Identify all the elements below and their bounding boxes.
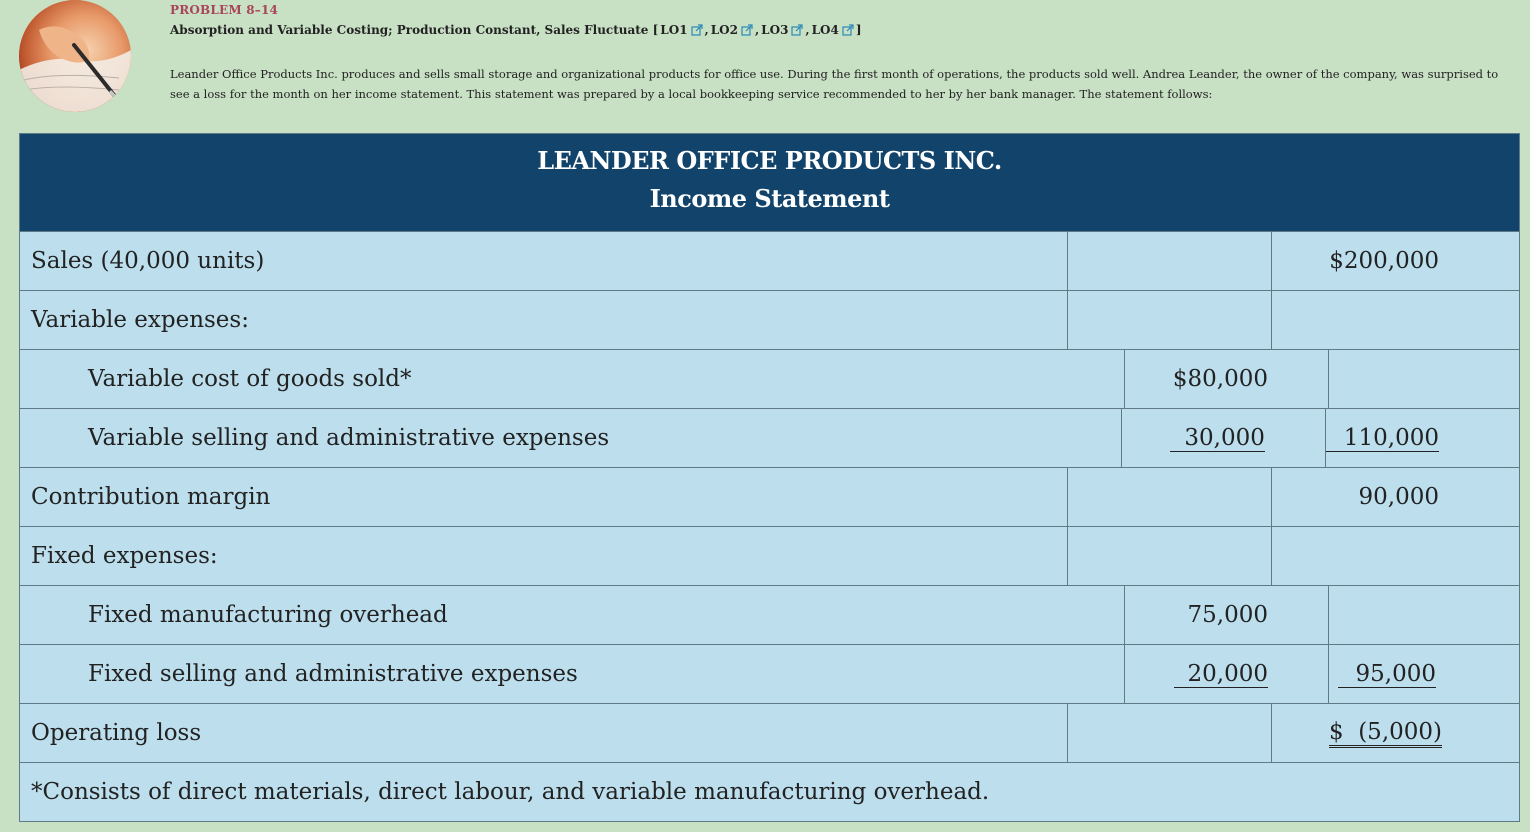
- company-name: LEANDER OFFICE PRODUCTS INC.: [537, 146, 1002, 175]
- lo3-label[interactable]: LO3: [761, 23, 789, 37]
- learning-objective-link-lo4[interactable]: [812, 23, 854, 37]
- problem-title: Absorption and Variable Costing; Production Constant, Sales Fluctuate [ LO1 , LO2 , LO3 , LO4 ]: [170, 23, 862, 37]
- learning-objective-link-lo1[interactable]: [660, 23, 702, 37]
- external-link-icon[interactable]: [741, 24, 753, 36]
- external-link-icon[interactable]: [791, 24, 803, 36]
- external-link-icon[interactable]: [842, 24, 854, 36]
- lo1-label[interactable]: LO1: [660, 23, 688, 37]
- statement-header: [20, 134, 1519, 232]
- sales-amount: $200,000: [1329, 248, 1439, 274]
- variable-expenses-label: Variable expenses:: [20, 291, 1068, 349]
- sales-mid: [1068, 232, 1272, 290]
- lo2-label[interactable]: LO2: [710, 23, 738, 37]
- variable-sga-amount: 30,000: [1170, 425, 1264, 452]
- row-contribution-margin: [20, 468, 1519, 527]
- fixed-sga-label: Fixed selling and administrative expenses: [20, 645, 1125, 703]
- statement-footnote: *Consists of direct materials, direct labour, and variable manufacturing overhead.: [31, 779, 990, 805]
- contribution-margin-mid: [1068, 468, 1272, 526]
- variable-cogs-label: Variable cost of goods sold*: [20, 350, 1125, 408]
- fixed-expenses-mid: [1068, 527, 1272, 585]
- variable-expenses-mid: [1068, 291, 1272, 349]
- row-sales: [20, 232, 1519, 291]
- row-variable-sga: [20, 409, 1519, 468]
- sales-label: Sales (40,000 units): [20, 232, 1068, 290]
- row-fixed-sga: [20, 645, 1519, 704]
- problem-title-text: Absorption and Variable Costing; Production Constant, Sales Fluctuate [: [170, 23, 659, 37]
- problem-intro-paragraph: Leander Office Products Inc. produces and sells small storage and organizational products for office use. During the first month of operations, the products sold well. Andrea Leander, the owner of the company, was surprised to see a loss for the month on her income statement. This statement was prepared by a local bookkeeping service recommended to her by her bank manager. The statement follows:: [170, 67, 1499, 101]
- fixed-expenses-label: Fixed expenses:: [20, 527, 1068, 585]
- contribution-margin-amount: 90,000: [1358, 484, 1439, 510]
- row-fixed-expenses-heading: [20, 527, 1519, 586]
- income-statement-table: [19, 133, 1520, 822]
- hand-writing-illustration: [19, 0, 131, 112]
- fixed-expenses-right: [1272, 527, 1519, 585]
- operating-loss-label: Operating loss: [20, 704, 1068, 762]
- operating-loss-amount: $ (5,000): [1329, 719, 1442, 748]
- fixed-mfg-overhead-amount: 75,000: [1125, 586, 1329, 644]
- total-variable-expenses: 110,000: [1326, 425, 1439, 452]
- operating-loss-mid: [1068, 704, 1272, 762]
- statement-title: Income Statement: [649, 184, 890, 213]
- contribution-margin-label: Contribution margin: [20, 468, 1068, 526]
- lo4-label[interactable]: LO4: [811, 23, 839, 37]
- external-link-icon[interactable]: [691, 24, 703, 36]
- fixed-mfg-overhead-right: [1329, 586, 1519, 644]
- variable-expenses-right: [1272, 291, 1519, 349]
- problem-id: PROBLEM 8–14: [170, 3, 279, 17]
- learning-objective-link-lo2[interactable]: [711, 23, 753, 37]
- learning-objective-link-lo3[interactable]: [761, 23, 803, 37]
- variable-sga-label: Variable selling and administrative expenses: [20, 409, 1122, 467]
- total-fixed-expenses: 95,000: [1338, 661, 1436, 688]
- fixed-mfg-overhead-label: Fixed manufacturing overhead: [20, 586, 1125, 644]
- row-fixed-mfg-overhead: [20, 586, 1519, 645]
- variable-cogs-amount: $80,000: [1125, 350, 1329, 408]
- row-variable-cogs: [20, 350, 1519, 409]
- variable-cogs-right: [1329, 350, 1519, 408]
- problem-title-suffix: ]: [855, 23, 862, 37]
- row-operating-loss: [20, 704, 1519, 763]
- fixed-sga-amount: 20,000: [1174, 661, 1268, 688]
- row-variable-expenses-heading: [20, 291, 1519, 350]
- problem-thumbnail-image: [19, 0, 131, 112]
